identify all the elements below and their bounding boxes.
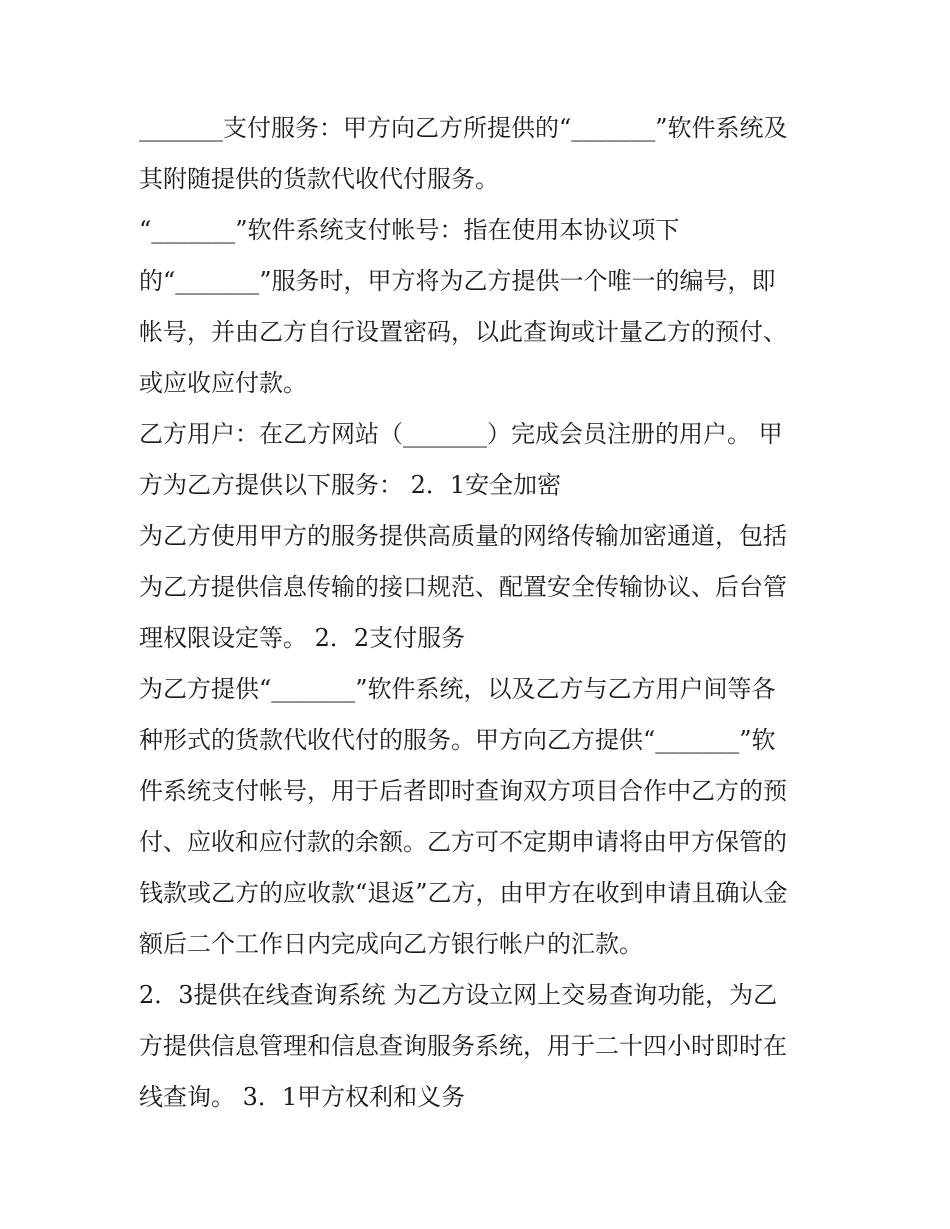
- text-line: 理权限设定等。 2．2支付服务: [139, 624, 466, 652]
- text-line: 2．3提供在线查询系统 为乙方设立网上交易查询功能，为乙: [139, 981, 778, 1009]
- text-line: 种形式的货款代收代付的服务。甲方向乙方提供“_______”软: [139, 726, 776, 754]
- text-line: 为乙方提供信息传输的接口规范、配置安全传输协议、后台管: [139, 573, 787, 601]
- text-line: “_______”软件系统支付帐号：指在使用本协议项下: [139, 216, 680, 244]
- text-line: 为乙方提供“_______”软件系统，以及乙方与乙方用户间等各: [139, 675, 776, 703]
- text-line: 额后二个工作日内完成向乙方银行帐户的汇款。: [139, 930, 643, 958]
- text-line: 其附随提供的货款代收代付服务。: [139, 165, 499, 193]
- text-line: 线查询。 3．1甲方权利和义务: [139, 1083, 466, 1111]
- text-line: 或应收应付款。: [139, 369, 307, 397]
- text-line: 付、应收和应付款的余额。乙方可不定期申请将由甲方保管的: [139, 828, 787, 856]
- text-line: _______支付服务：甲方向乙方所提供的“_______”软件系统及: [139, 114, 788, 142]
- text-line: 方为乙方提供以下服务： 2．1安全加密: [139, 471, 562, 499]
- text-line: 为乙方使用甲方的服务提供高质量的网络传输加密通道，包括: [139, 522, 787, 550]
- document-body: [139, 103, 819, 1123]
- text-line: 钱款或乙方的应收款“退返”乙方，由甲方在收到申请且确认金: [139, 879, 788, 907]
- text-line: 帐号，并由乙方自行设置密码，以此查询或计量乙方的预付、: [139, 318, 787, 346]
- text-line: 乙方用户：在乙方网站（_______）完成会员注册的用户。 甲: [139, 420, 783, 448]
- text-line: 的“_______”服务时，甲方将为乙方提供一个唯一的编号，即: [139, 267, 776, 295]
- text-line: 方提供信息管理和信息查询服务系统，用于二十四小时即时在: [139, 1032, 787, 1060]
- text-line: 件系统支付帐号，用于后者即时查询双方项目合作中乙方的预: [139, 777, 787, 805]
